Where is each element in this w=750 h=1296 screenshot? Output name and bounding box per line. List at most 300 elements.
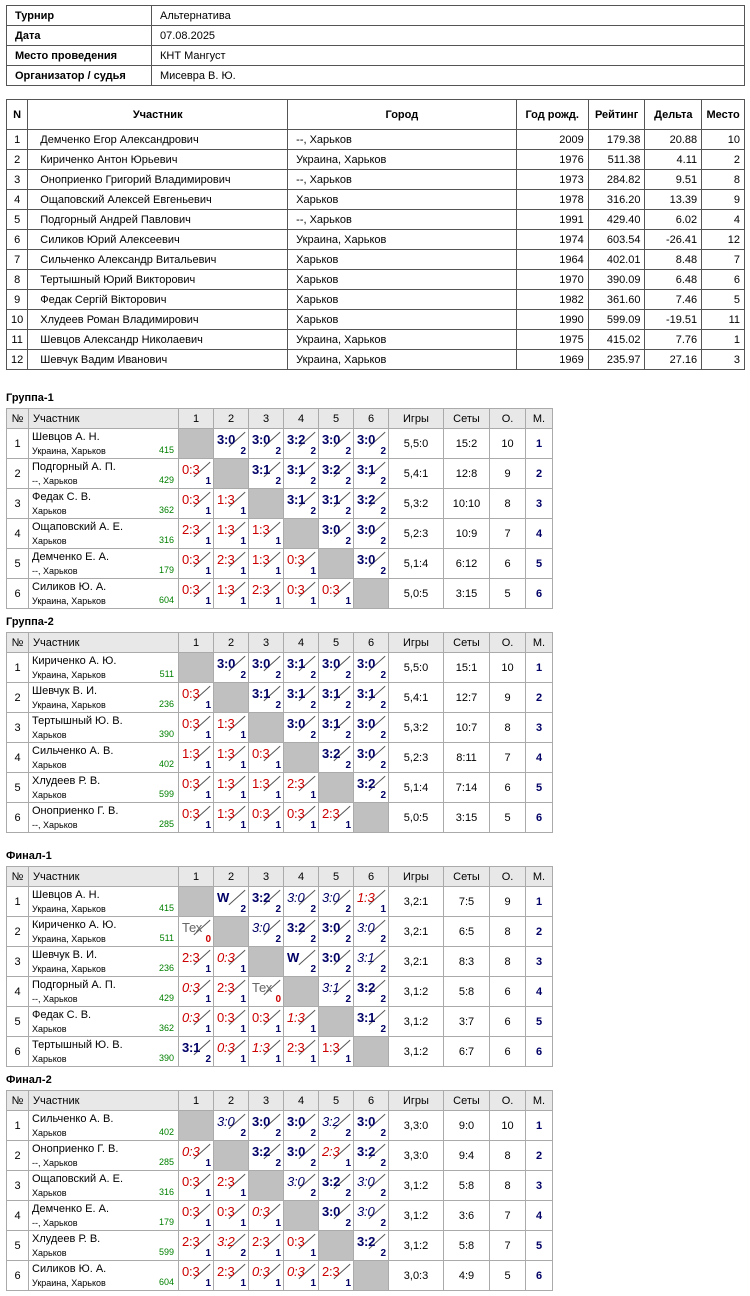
group-col-header: Участник bbox=[29, 409, 179, 429]
match-points: 2 bbox=[310, 670, 316, 681]
group-col-header: М. bbox=[526, 633, 553, 653]
match-points: 1 bbox=[275, 566, 281, 577]
match-result bbox=[179, 683, 214, 713]
group-col-header: Игры bbox=[389, 633, 444, 653]
participant-cell: 7 bbox=[702, 250, 745, 270]
match-result bbox=[179, 1007, 214, 1037]
sets-cell: 12:8 bbox=[444, 459, 490, 489]
match-score: 1:3 bbox=[252, 776, 270, 791]
participant-cell: 6 bbox=[7, 230, 28, 250]
match-score: 3:2 bbox=[217, 1234, 235, 1249]
match-score: 3:2 bbox=[322, 746, 341, 761]
match-score: 3:0 bbox=[217, 1114, 235, 1129]
match-result bbox=[214, 713, 249, 743]
group-row bbox=[7, 1007, 553, 1037]
match-result bbox=[179, 977, 214, 1007]
match-points: 2 bbox=[345, 994, 351, 1005]
match-points: 1 bbox=[240, 566, 246, 577]
match-score: 0:3 bbox=[217, 950, 235, 965]
match-score: 3:2 bbox=[357, 1144, 376, 1159]
player-cell bbox=[29, 1261, 179, 1291]
group-col-header: 5 bbox=[319, 409, 354, 429]
sets-cell: 5:8 bbox=[444, 1171, 490, 1201]
match-score: 3:0 bbox=[322, 522, 341, 537]
match-result bbox=[214, 579, 249, 609]
match-points: 1 bbox=[240, 1188, 246, 1199]
points-cell: 8 bbox=[490, 1171, 526, 1201]
match-points: 1 bbox=[240, 820, 246, 831]
match-score: 3:0 bbox=[217, 656, 236, 671]
points-cell: 7 bbox=[490, 519, 526, 549]
participant-cell: Тертышный Юрий Викторович bbox=[28, 270, 288, 290]
points-cell: 10 bbox=[490, 1111, 526, 1141]
match-result bbox=[249, 917, 284, 947]
match-score: 3:0 bbox=[357, 716, 376, 731]
participant-cell: Украина, Харьков bbox=[288, 150, 516, 170]
match-points: 2 bbox=[275, 476, 281, 487]
group-title: Группа-2 bbox=[6, 616, 54, 628]
player-rating: 236 bbox=[158, 699, 174, 709]
participant-cell: 1990 bbox=[516, 310, 588, 330]
player-cell bbox=[29, 947, 179, 977]
match-points: 2 bbox=[205, 1054, 211, 1065]
match-score: 3:0 bbox=[287, 1144, 306, 1159]
participant-cell: -19.51 bbox=[645, 310, 702, 330]
place-cell: 5 bbox=[526, 549, 553, 579]
player-cell bbox=[29, 579, 179, 609]
sets-cell: 8:11 bbox=[444, 743, 490, 773]
match-points: 1 bbox=[205, 1024, 211, 1035]
match-points: 1 bbox=[240, 760, 246, 771]
self-cell bbox=[214, 1141, 249, 1171]
points-cell: 6 bbox=[490, 773, 526, 803]
match-points: 2 bbox=[275, 670, 281, 681]
group-row bbox=[7, 489, 553, 519]
match-points: 1 bbox=[205, 566, 211, 577]
row-number: 4 bbox=[7, 1201, 29, 1231]
match-points: 2 bbox=[345, 700, 351, 711]
player-name: Кириченко А. Ю. bbox=[32, 655, 117, 667]
match-result bbox=[354, 489, 389, 519]
match-score: 2:3 bbox=[217, 1264, 235, 1279]
match-result bbox=[319, 713, 354, 743]
match-points: 1 bbox=[275, 1054, 281, 1065]
match-points: 1 bbox=[275, 1024, 281, 1035]
match-result bbox=[319, 887, 354, 917]
group-col-header: Сеты bbox=[444, 1091, 490, 1111]
match-points: 1 bbox=[310, 820, 316, 831]
group-col-header: № bbox=[7, 633, 29, 653]
games-cell: 3,2:1 bbox=[389, 917, 444, 947]
info-label: Организатор / судья bbox=[7, 66, 152, 86]
participant-cell: Шевчук Вадим Иванович bbox=[28, 350, 288, 370]
match-result bbox=[214, 549, 249, 579]
points-cell: 8 bbox=[490, 1141, 526, 1171]
participant-cell: 415.02 bbox=[588, 330, 645, 350]
player-name: Шевцов А. Н. bbox=[32, 889, 100, 901]
match-points: 1 bbox=[205, 596, 211, 607]
match-score: 1:3 bbox=[217, 492, 235, 507]
points-cell: 6 bbox=[490, 1037, 526, 1067]
match-result bbox=[284, 683, 319, 713]
participant-cell: 599.09 bbox=[588, 310, 645, 330]
participant-cell: 5 bbox=[702, 290, 745, 310]
match-result bbox=[214, 743, 249, 773]
match-score: 3:2 bbox=[287, 920, 306, 935]
match-points: 2 bbox=[345, 1188, 351, 1199]
match-score: 0:3 bbox=[252, 806, 270, 821]
place-cell: 1 bbox=[526, 887, 553, 917]
player-city: --, Харьков bbox=[32, 994, 78, 1004]
participant-cell: Украина, Харьков bbox=[288, 330, 516, 350]
match-result bbox=[354, 459, 389, 489]
player-name: Демченко Е. А. bbox=[32, 1203, 110, 1215]
match-result bbox=[249, 1261, 284, 1291]
col-header: Дельта bbox=[645, 100, 702, 130]
games-cell: 5,3:2 bbox=[389, 489, 444, 519]
player-name: Подгорный А. П. bbox=[32, 461, 116, 473]
match-points: 2 bbox=[310, 446, 316, 457]
place-cell: 4 bbox=[526, 977, 553, 1007]
match-result bbox=[179, 489, 214, 519]
match-score: 3:1 bbox=[322, 980, 340, 995]
group-col-header: 3 bbox=[249, 409, 284, 429]
games-cell: 5,2:3 bbox=[389, 519, 444, 549]
match-result bbox=[354, 917, 389, 947]
match-score: 3:0 bbox=[252, 656, 271, 671]
match-points: 1 bbox=[275, 760, 281, 771]
group-col-header: 2 bbox=[214, 1091, 249, 1111]
match-score: 3:1 bbox=[252, 686, 271, 701]
sets-cell: 5:8 bbox=[444, 1231, 490, 1261]
player-cell bbox=[29, 1007, 179, 1037]
group-col-header: Игры bbox=[389, 409, 444, 429]
match-result bbox=[249, 803, 284, 833]
player-city: Харьков bbox=[32, 1054, 67, 1064]
place-cell: 3 bbox=[526, 713, 553, 743]
self-cell bbox=[319, 1007, 354, 1037]
match-score: 0:3 bbox=[182, 686, 200, 701]
place-cell: 2 bbox=[526, 917, 553, 947]
player-city: Харьков bbox=[32, 1128, 67, 1138]
match-score: 1:3 bbox=[252, 522, 270, 537]
match-result bbox=[249, 429, 284, 459]
participant-cell: 7.46 bbox=[645, 290, 702, 310]
match-score: 3:0 bbox=[287, 716, 306, 731]
player-cell bbox=[29, 653, 179, 683]
group-col-header: 4 bbox=[284, 867, 319, 887]
participant-cell: Оноприенко Григорий Владимирович bbox=[28, 170, 288, 190]
match-score: 3:0 bbox=[287, 1114, 306, 1129]
participant-cell: Федак Сергій Вікторович bbox=[28, 290, 288, 310]
match-score: 3:0 bbox=[322, 890, 340, 905]
points-cell: 9 bbox=[490, 683, 526, 713]
match-points: 1 bbox=[205, 760, 211, 771]
match-points: 2 bbox=[380, 1158, 386, 1169]
match-result bbox=[284, 489, 319, 519]
group-col-header: Сеты bbox=[444, 867, 490, 887]
match-score: 3:2 bbox=[357, 980, 376, 995]
match-result bbox=[354, 549, 389, 579]
match-points: 1 bbox=[240, 1278, 246, 1289]
participant-cell: 6 bbox=[702, 270, 745, 290]
match-result bbox=[284, 713, 319, 743]
match-score: 0:3 bbox=[252, 1010, 270, 1025]
points-cell: 10 bbox=[490, 429, 526, 459]
match-score: 3:2 bbox=[252, 1144, 271, 1159]
participant-cell: 3 bbox=[7, 170, 28, 190]
match-score: 3:1 bbox=[287, 686, 306, 701]
group-row bbox=[7, 947, 553, 977]
match-score: 2:3 bbox=[182, 522, 200, 537]
match-score: 3:0 bbox=[217, 432, 236, 447]
points-cell: 5 bbox=[490, 803, 526, 833]
points-cell: 8 bbox=[490, 489, 526, 519]
match-result bbox=[284, 803, 319, 833]
match-result bbox=[214, 773, 249, 803]
match-points: 1 bbox=[205, 1188, 211, 1199]
match-score: 3:0 bbox=[322, 920, 341, 935]
match-score: 2:3 bbox=[182, 1234, 200, 1249]
match-score: 3:0 bbox=[357, 522, 376, 537]
player-rating: 285 bbox=[158, 1157, 174, 1167]
player-city: --, Харьков bbox=[32, 1158, 78, 1168]
row-number: 3 bbox=[7, 1171, 29, 1201]
player-name: Тертышный Ю. В. bbox=[32, 1039, 123, 1051]
games-cell: 5,5:0 bbox=[389, 653, 444, 683]
match-score: 2:3 bbox=[182, 950, 200, 965]
participant-cell: 1991 bbox=[516, 210, 588, 230]
group-col-header: О. bbox=[490, 633, 526, 653]
group-col-header: Игры bbox=[389, 867, 444, 887]
match-score: 0:3 bbox=[182, 980, 200, 995]
player-cell bbox=[29, 1141, 179, 1171]
match-points: 1 bbox=[240, 536, 246, 547]
participant-cell: --, Харьков bbox=[288, 210, 516, 230]
participant-cell: 11 bbox=[7, 330, 28, 350]
match-points: 2 bbox=[310, 506, 316, 517]
match-points: 2 bbox=[275, 904, 281, 915]
group-col-header: Участник bbox=[29, 633, 179, 653]
self-cell bbox=[179, 429, 214, 459]
participant-cell: 4 bbox=[7, 190, 28, 210]
col-header: Участник bbox=[28, 100, 288, 130]
match-result bbox=[214, 429, 249, 459]
info-label: Дата bbox=[7, 26, 152, 46]
participant-cell: 2 bbox=[7, 150, 28, 170]
match-score: 3:1 bbox=[357, 950, 375, 965]
group-col-header: 1 bbox=[179, 867, 214, 887]
match-points: 2 bbox=[380, 566, 386, 577]
place-cell: 6 bbox=[526, 803, 553, 833]
self-cell bbox=[179, 653, 214, 683]
group-col-header: 4 bbox=[284, 1091, 319, 1111]
player-name: Шевцов А. Н. bbox=[32, 431, 100, 443]
place-cell: 1 bbox=[526, 429, 553, 459]
match-score: 0:3 bbox=[182, 716, 200, 731]
match-result bbox=[354, 1007, 389, 1037]
match-points: 1 bbox=[345, 1158, 351, 1169]
info-row bbox=[7, 26, 745, 46]
place-cell: 6 bbox=[526, 1037, 553, 1067]
player-city: Украина, Харьков bbox=[32, 596, 106, 606]
games-cell: 5,1:4 bbox=[389, 549, 444, 579]
group-title: Финал-2 bbox=[6, 1074, 52, 1086]
place-cell: 6 bbox=[526, 1261, 553, 1291]
participants-header-row bbox=[7, 100, 745, 130]
participant-cell: --, Харьков bbox=[288, 170, 516, 190]
match-score: 3:0 bbox=[322, 432, 341, 447]
group-header-row bbox=[7, 633, 553, 653]
match-result bbox=[319, 653, 354, 683]
participant-cell: 402.01 bbox=[588, 250, 645, 270]
match-points: 2 bbox=[380, 1218, 386, 1229]
match-points: 1 bbox=[240, 1024, 246, 1035]
match-result bbox=[284, 947, 319, 977]
match-result bbox=[214, 519, 249, 549]
info-value: Альтернатива bbox=[152, 6, 745, 26]
sets-cell: 3:15 bbox=[444, 579, 490, 609]
player-rating: 236 bbox=[158, 963, 174, 973]
participant-cell: 1975 bbox=[516, 330, 588, 350]
match-points: 2 bbox=[380, 964, 386, 975]
match-score: 3:2 bbox=[252, 890, 271, 905]
match-result bbox=[354, 773, 389, 803]
place-cell: 2 bbox=[526, 1141, 553, 1171]
match-points: 2 bbox=[275, 1158, 281, 1169]
sets-cell: 3:15 bbox=[444, 803, 490, 833]
match-result bbox=[214, 489, 249, 519]
games-cell: 3,2:1 bbox=[389, 947, 444, 977]
match-score: 3:0 bbox=[252, 1114, 271, 1129]
match-score: 0:3 bbox=[182, 1204, 200, 1219]
group-col-header: 6 bbox=[354, 633, 389, 653]
sets-cell: 10:9 bbox=[444, 519, 490, 549]
match-points: 2 bbox=[380, 1128, 386, 1139]
participant-row bbox=[7, 250, 745, 270]
player-rating: 599 bbox=[158, 789, 174, 799]
participant-cell: 1973 bbox=[516, 170, 588, 190]
match-result bbox=[284, 653, 319, 683]
participant-cell: 13.39 bbox=[645, 190, 702, 210]
match-result bbox=[319, 459, 354, 489]
match-score: 3:0 bbox=[357, 1114, 376, 1129]
info-row bbox=[7, 66, 745, 86]
match-score: 3:0 bbox=[287, 890, 305, 905]
self-cell bbox=[354, 803, 389, 833]
match-points: 1 bbox=[275, 1248, 281, 1259]
player-rating: 429 bbox=[158, 993, 174, 1003]
participant-cell: 2 bbox=[702, 150, 745, 170]
match-points: 2 bbox=[345, 964, 351, 975]
match-score: 0:3 bbox=[182, 1144, 200, 1159]
match-points: 2 bbox=[380, 760, 386, 771]
row-number: 2 bbox=[7, 683, 29, 713]
match-points: 1 bbox=[275, 596, 281, 607]
match-score: 3:0 bbox=[322, 656, 341, 671]
match-points: 1 bbox=[275, 1278, 281, 1289]
match-score: 3:0 bbox=[357, 920, 375, 935]
match-score: 1:3 bbox=[217, 776, 235, 791]
games-cell: 5,3:2 bbox=[389, 713, 444, 743]
participant-cell: 5 bbox=[7, 210, 28, 230]
self-cell bbox=[354, 579, 389, 609]
place-cell: 1 bbox=[526, 1111, 553, 1141]
info-value: 07.08.2025 bbox=[152, 26, 745, 46]
participant-cell: 3 bbox=[702, 350, 745, 370]
sets-cell: 15:1 bbox=[444, 653, 490, 683]
sets-cell: 12:7 bbox=[444, 683, 490, 713]
result-slash bbox=[228, 890, 245, 905]
self-cell bbox=[214, 683, 249, 713]
player-name: Сильченко А. В. bbox=[32, 1113, 114, 1125]
match-result bbox=[214, 887, 249, 917]
row-number: 2 bbox=[7, 1141, 29, 1171]
group-header-row bbox=[7, 1091, 553, 1111]
group-row bbox=[7, 713, 553, 743]
match-points: 1 bbox=[205, 700, 211, 711]
match-result bbox=[284, 579, 319, 609]
player-city: --, Харьков bbox=[32, 820, 78, 830]
player-cell bbox=[29, 743, 179, 773]
match-points: 2 bbox=[380, 506, 386, 517]
match-result bbox=[179, 1171, 214, 1201]
match-result bbox=[214, 1037, 249, 1067]
match-score: 0:3 bbox=[252, 1264, 270, 1279]
match-result bbox=[284, 917, 319, 947]
match-points: 2 bbox=[345, 730, 351, 741]
match-points: 1 bbox=[205, 1218, 211, 1229]
group-col-header: № bbox=[7, 1091, 29, 1111]
place-cell: 6 bbox=[526, 579, 553, 609]
match-result bbox=[319, 743, 354, 773]
match-points: 0 bbox=[275, 994, 281, 1005]
group-col-header: 6 bbox=[354, 409, 389, 429]
participant-cell: 603.54 bbox=[588, 230, 645, 250]
player-name: Хлудеев Р. В. bbox=[32, 1233, 101, 1245]
group-row bbox=[7, 1037, 553, 1067]
match-points: 1 bbox=[310, 1054, 316, 1065]
match-result bbox=[214, 1261, 249, 1291]
match-points: 1 bbox=[240, 596, 246, 607]
match-points: 2 bbox=[345, 1128, 351, 1139]
games-cell: 3,1:2 bbox=[389, 977, 444, 1007]
match-score: 0:3 bbox=[287, 1234, 305, 1249]
place-cell: 4 bbox=[526, 519, 553, 549]
participant-row bbox=[7, 330, 745, 350]
player-city: Харьков bbox=[32, 790, 67, 800]
match-points: 2 bbox=[310, 476, 316, 487]
match-points: 1 bbox=[205, 730, 211, 741]
player-cell bbox=[29, 1231, 179, 1261]
participant-cell: 27.16 bbox=[645, 350, 702, 370]
participant-cell: 7.76 bbox=[645, 330, 702, 350]
match-score: 1:3 bbox=[322, 1040, 340, 1055]
participant-cell: 1 bbox=[702, 330, 745, 350]
group-col-header: 5 bbox=[319, 867, 354, 887]
group-table bbox=[6, 632, 553, 833]
player-name: Оноприенко Г. В. bbox=[32, 805, 119, 817]
match-result bbox=[179, 947, 214, 977]
sets-cell: 9:4 bbox=[444, 1141, 490, 1171]
match-result bbox=[354, 1201, 389, 1231]
player-city: Харьков bbox=[32, 730, 67, 740]
match-result bbox=[179, 917, 214, 947]
place-cell: 5 bbox=[526, 1007, 553, 1037]
match-score: 2:3 bbox=[322, 806, 340, 821]
match-score: 2:3 bbox=[252, 1234, 270, 1249]
col-header: Рейтинг bbox=[588, 100, 645, 130]
